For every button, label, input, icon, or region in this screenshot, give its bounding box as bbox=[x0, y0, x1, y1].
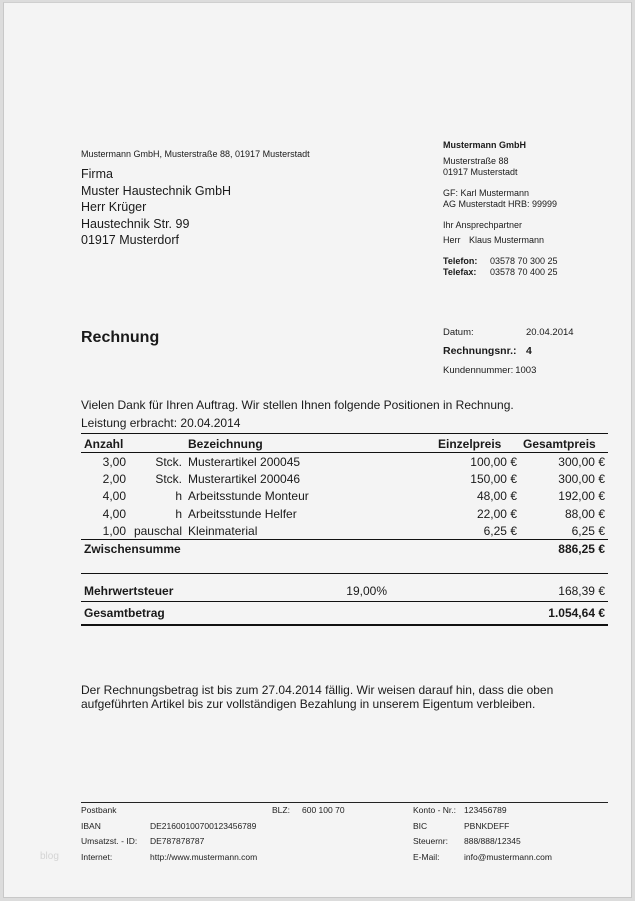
table-row bbox=[81, 505, 608, 522]
blz-value: 600 100 70 bbox=[302, 805, 345, 815]
unit-cell: Stck. bbox=[155, 471, 182, 486]
company-street: Musterstraße 88 bbox=[443, 155, 509, 166]
intro-text bbox=[81, 396, 514, 432]
recipient-line: Firma bbox=[81, 167, 113, 181]
spacer-row bbox=[81, 557, 608, 574]
unit-price-cell: 48,00 € bbox=[476, 489, 517, 504]
phone-row bbox=[443, 256, 558, 268]
table-row bbox=[81, 488, 608, 505]
desc-cell: Musterartikel 200045 bbox=[188, 454, 301, 469]
contact-salutation: Herr bbox=[443, 235, 461, 245]
fax-value: 03578 70 400 25 bbox=[490, 267, 558, 277]
unit-price-cell: 6,25 € bbox=[483, 523, 517, 538]
invoice-number-row bbox=[443, 342, 574, 361]
email-label: E-Mail: bbox=[413, 852, 440, 862]
company-gf: GF: Karl Mustermann bbox=[443, 187, 530, 198]
table-row bbox=[81, 470, 608, 487]
subtotal-label: Zwischensumme bbox=[81, 540, 435, 558]
qty-cell: 1,00 bbox=[102, 523, 126, 538]
grand-total-row bbox=[81, 602, 608, 626]
contact-person bbox=[443, 235, 558, 247]
closing-text bbox=[81, 684, 553, 711]
service-date: Leistung erbracht: 20.04.2014 bbox=[81, 416, 241, 430]
unit-price-cell: 150,00 € bbox=[470, 471, 517, 486]
qty-cell: 4,00 bbox=[102, 506, 126, 521]
customer-number-label: Kundennummer: bbox=[443, 365, 514, 376]
vat-row bbox=[81, 574, 608, 602]
contact-label: Ihr Ansprechpartner bbox=[443, 219, 523, 230]
phone-value: 03578 70 300 25 bbox=[490, 255, 558, 266]
konto-value: 123456789 bbox=[464, 805, 507, 815]
vat-amount: 168,39 € bbox=[520, 574, 608, 602]
subtotal-value: 886,25 € bbox=[520, 540, 608, 558]
recipient-line: 01917 Musterdorf bbox=[81, 233, 179, 247]
qty-cell: 3,00 bbox=[102, 454, 126, 469]
table-row bbox=[81, 453, 608, 471]
contact-name: Klaus Mustermann bbox=[469, 235, 545, 245]
document-title: Rechnung bbox=[81, 329, 160, 346]
ust-value: DE787878787 bbox=[150, 836, 205, 846]
unit-cell: h bbox=[175, 489, 182, 504]
header-qty: Anzahl bbox=[81, 434, 129, 453]
recipient-line: Herr Krüger bbox=[81, 200, 147, 214]
bank-label: Postbank bbox=[81, 805, 117, 815]
konto-label: Konto - Nr.: bbox=[413, 805, 456, 815]
company-name: Mustermann GmbH bbox=[443, 140, 527, 150]
invoice-number-label: Rechnungsnr.: bbox=[443, 345, 517, 357]
blz-label: BLZ: bbox=[272, 805, 290, 815]
desc-cell: Arbeitsstunde Helfer bbox=[188, 506, 297, 521]
vat-label: Mehrwertsteuer bbox=[81, 574, 185, 602]
invoice-number-value: 4 bbox=[526, 345, 532, 357]
unit-cell: Stck. bbox=[155, 454, 182, 469]
unit-cell: pauschal bbox=[133, 523, 182, 538]
invoice-meta bbox=[443, 323, 574, 380]
desc-cell: Musterartikel 200046 bbox=[188, 471, 301, 486]
customer-number-value: 1003 bbox=[515, 365, 537, 376]
table-header-row bbox=[81, 434, 608, 453]
footer-divider bbox=[81, 802, 608, 803]
customer-number-row bbox=[443, 361, 574, 380]
unit-price-cell: 100,00 € bbox=[470, 454, 517, 469]
bic-value: PBNKDEFF bbox=[464, 821, 510, 831]
grand-total-value: 1.054,64 € bbox=[520, 602, 608, 626]
grand-total-label: Gesamtbetrag bbox=[81, 602, 435, 626]
date-label: Datum: bbox=[443, 327, 474, 338]
internet-label: Internet: bbox=[81, 852, 113, 862]
unit-cell: h bbox=[175, 506, 182, 521]
header-unit-price: Einzelpreis bbox=[435, 434, 520, 453]
closing-line: Der Rechnungsbetrag ist bis zum 27.04.2014 fällig. Wir weisen darauf hin, dass die oben bbox=[81, 683, 554, 697]
iban-value: DE21600100700123456789 bbox=[150, 821, 257, 831]
date-value: 20.04.2014 bbox=[526, 327, 574, 338]
internet-link[interactable]: http://www.mustermann.com bbox=[150, 852, 258, 862]
table-row bbox=[81, 522, 608, 540]
total-cell: 192,00 € bbox=[558, 489, 605, 504]
email-link[interactable]: info@mustermann.com bbox=[464, 852, 552, 862]
desc-cell: Kleinmaterial bbox=[188, 523, 258, 538]
vat-rate: 19,00% bbox=[185, 574, 435, 602]
fax-row bbox=[443, 267, 558, 279]
watermark: blog bbox=[40, 851, 59, 862]
fax-label: Telefax: bbox=[443, 267, 477, 277]
closing-line: aufgeführten Artikel bis zur vollständigen Bezahlung in unserem Eigentum verbleiben. bbox=[81, 696, 536, 711]
subtotal-row bbox=[81, 540, 608, 558]
invoice-page bbox=[3, 2, 632, 898]
iban-label: IBAN bbox=[81, 821, 101, 831]
steuer-label: Steuernr: bbox=[413, 836, 448, 846]
total-cell: 300,00 € bbox=[558, 471, 605, 486]
recipient-line: Muster Haustechnik GmbH bbox=[81, 183, 232, 198]
sender-return-address: Mustermann GmbH, Musterstraße 88, 01917 Musterstadt bbox=[81, 149, 310, 159]
phone-label: Telefon: bbox=[443, 255, 478, 266]
ust-label: Umsatzst. - ID: bbox=[81, 836, 138, 846]
desc-cell: Arbeitsstunde Monteur bbox=[188, 489, 309, 504]
header-total: Gesamtpreis bbox=[520, 434, 608, 453]
total-cell: 300,00 € bbox=[558, 454, 605, 469]
qty-cell: 2,00 bbox=[102, 471, 126, 486]
line-items-table bbox=[81, 433, 608, 626]
company-info bbox=[443, 140, 558, 279]
date-row bbox=[443, 323, 574, 342]
company-city: 01917 Musterstadt bbox=[443, 167, 518, 177]
header-desc: Bezeichnung bbox=[185, 434, 435, 453]
steuer-value: 888/888/12345 bbox=[464, 836, 521, 846]
qty-cell: 4,00 bbox=[102, 489, 126, 504]
company-register: AG Musterstadt HRB: 99999 bbox=[443, 199, 558, 209]
total-cell: 6,25 € bbox=[571, 523, 605, 538]
intro-line: Vielen Dank für Ihren Auftrag. Wir stellen Ihnen folgende Positionen in Rechnung. bbox=[81, 398, 514, 412]
recipient-address bbox=[81, 166, 231, 249]
recipient-line: Haustechnik Str. 99 bbox=[81, 216, 190, 231]
bic-label: BIC bbox=[413, 821, 428, 831]
unit-price-cell: 22,00 € bbox=[476, 506, 517, 521]
total-cell: 88,00 € bbox=[564, 506, 605, 521]
